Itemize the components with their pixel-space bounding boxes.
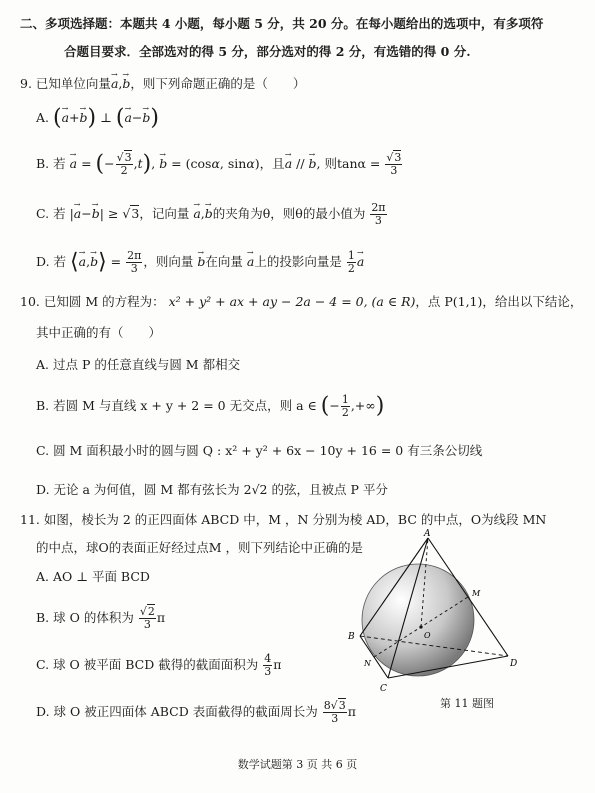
- q9-option-c: C. 若 |→ a−→ b| ≥ √3，记向量 → a,→ b的夹角为θ，则θ的最小值为 $\frac{2\pi}{3}$: [36, 202, 388, 227]
- figure-caption: 第 11 题图: [440, 697, 494, 710]
- label-a: A: [424, 529, 431, 539]
- q11-stem-line1: 11. 如图，棱长为 2 的正四面体 ABCD 中，M ，N 分别为棱 AD，BC 的中点，O为线段 MN: [20, 512, 547, 527]
- q10-stem: 10. 已知圆 M 的方程为： x² + y² + ax + ay − 2a − 4 = 0, (a ∈ R)，点 P(1,1)，给出以下结论，: [20, 294, 583, 309]
- q10-option-d: D. 无论 a 为何值，圆 M 都有弦长为 2√2 的弦，且被点 P 平分: [36, 482, 388, 497]
- page-footer: 数学试题第 3 页 共 6 页: [237, 758, 358, 771]
- tetrahedron-figure: [340, 528, 540, 698]
- label-d: D: [510, 659, 518, 669]
- q10-option-a: A. 过点 P 的任意直线与圆 M 都相交: [36, 357, 241, 372]
- q11-option-a: A. AO ⊥ 平面 BCD: [36, 569, 150, 584]
- q11-option-d: D. 球 O 被正四面体 ABCD 表面截得的截面周长为 $\frac{8√3}{3}$ π: [36, 699, 356, 725]
- label-c: C: [380, 684, 387, 694]
- label-o: O: [424, 631, 431, 640]
- q9-option-b: B. 若 → a = (− $\frac{√3}{2}$ ,t), → b = (cosα, sinα)，且→ a // → b, 则tanα = $\frac{√3}{3}$: [36, 152, 403, 177]
- label-n: N: [364, 659, 371, 668]
- q9-option-a: A. (→ a+→ b) ⊥ (→ a−→ b): [36, 110, 159, 127]
- q10-stem-line2: 其中正确的有（ ）: [36, 325, 162, 340]
- q9-stem: 9. 已知单位向量→ a,→ b，则下列命题正确的是（ ）: [20, 76, 305, 92]
- section-title-line1: 二、多项选择题：本题共 4 小题，每小题 5 分，共 20 分。在每小题给出的选项中，有多项符: [20, 16, 544, 31]
- label-m: M: [472, 589, 481, 598]
- q10-option-b: B. 若圆 M 与直线 x + y + 2 = 0 无交点，则 a ∈ (− $\frac{1}{2}$ ,+∞): [36, 393, 385, 419]
- q11-option-c: C. 球 O 被平面 BCD 截得的截面面积为 $\frac{4}{3}$ π: [36, 652, 282, 678]
- q11-stem-line2: 的中点，球O的表面正好经过点M ，则下列结论中正确的是: [36, 540, 364, 555]
- q11-option-b: B. 球 O 的体积为 $\frac{√2}{3}$ π: [36, 605, 166, 631]
- label-b: B: [348, 632, 355, 642]
- section-title-line2: 合题目要求．全部选对的得 5 分，部分选对的得 2 分，有选错的得 0 分.: [64, 44, 471, 59]
- q9-option-d: D. 若 ⟨→ a,→ b⟩ = $\frac{2\pi}{3}$ ，则向量 → b在向量 → a上的投影向量是 $\frac{1}{2}$ → a: [36, 250, 364, 275]
- q10-option-c: C. 圆 M 面积最小时的圆与圆 Q : x² + y² + 6x − 10y + 16 = 0 有三条公切线: [36, 443, 483, 458]
